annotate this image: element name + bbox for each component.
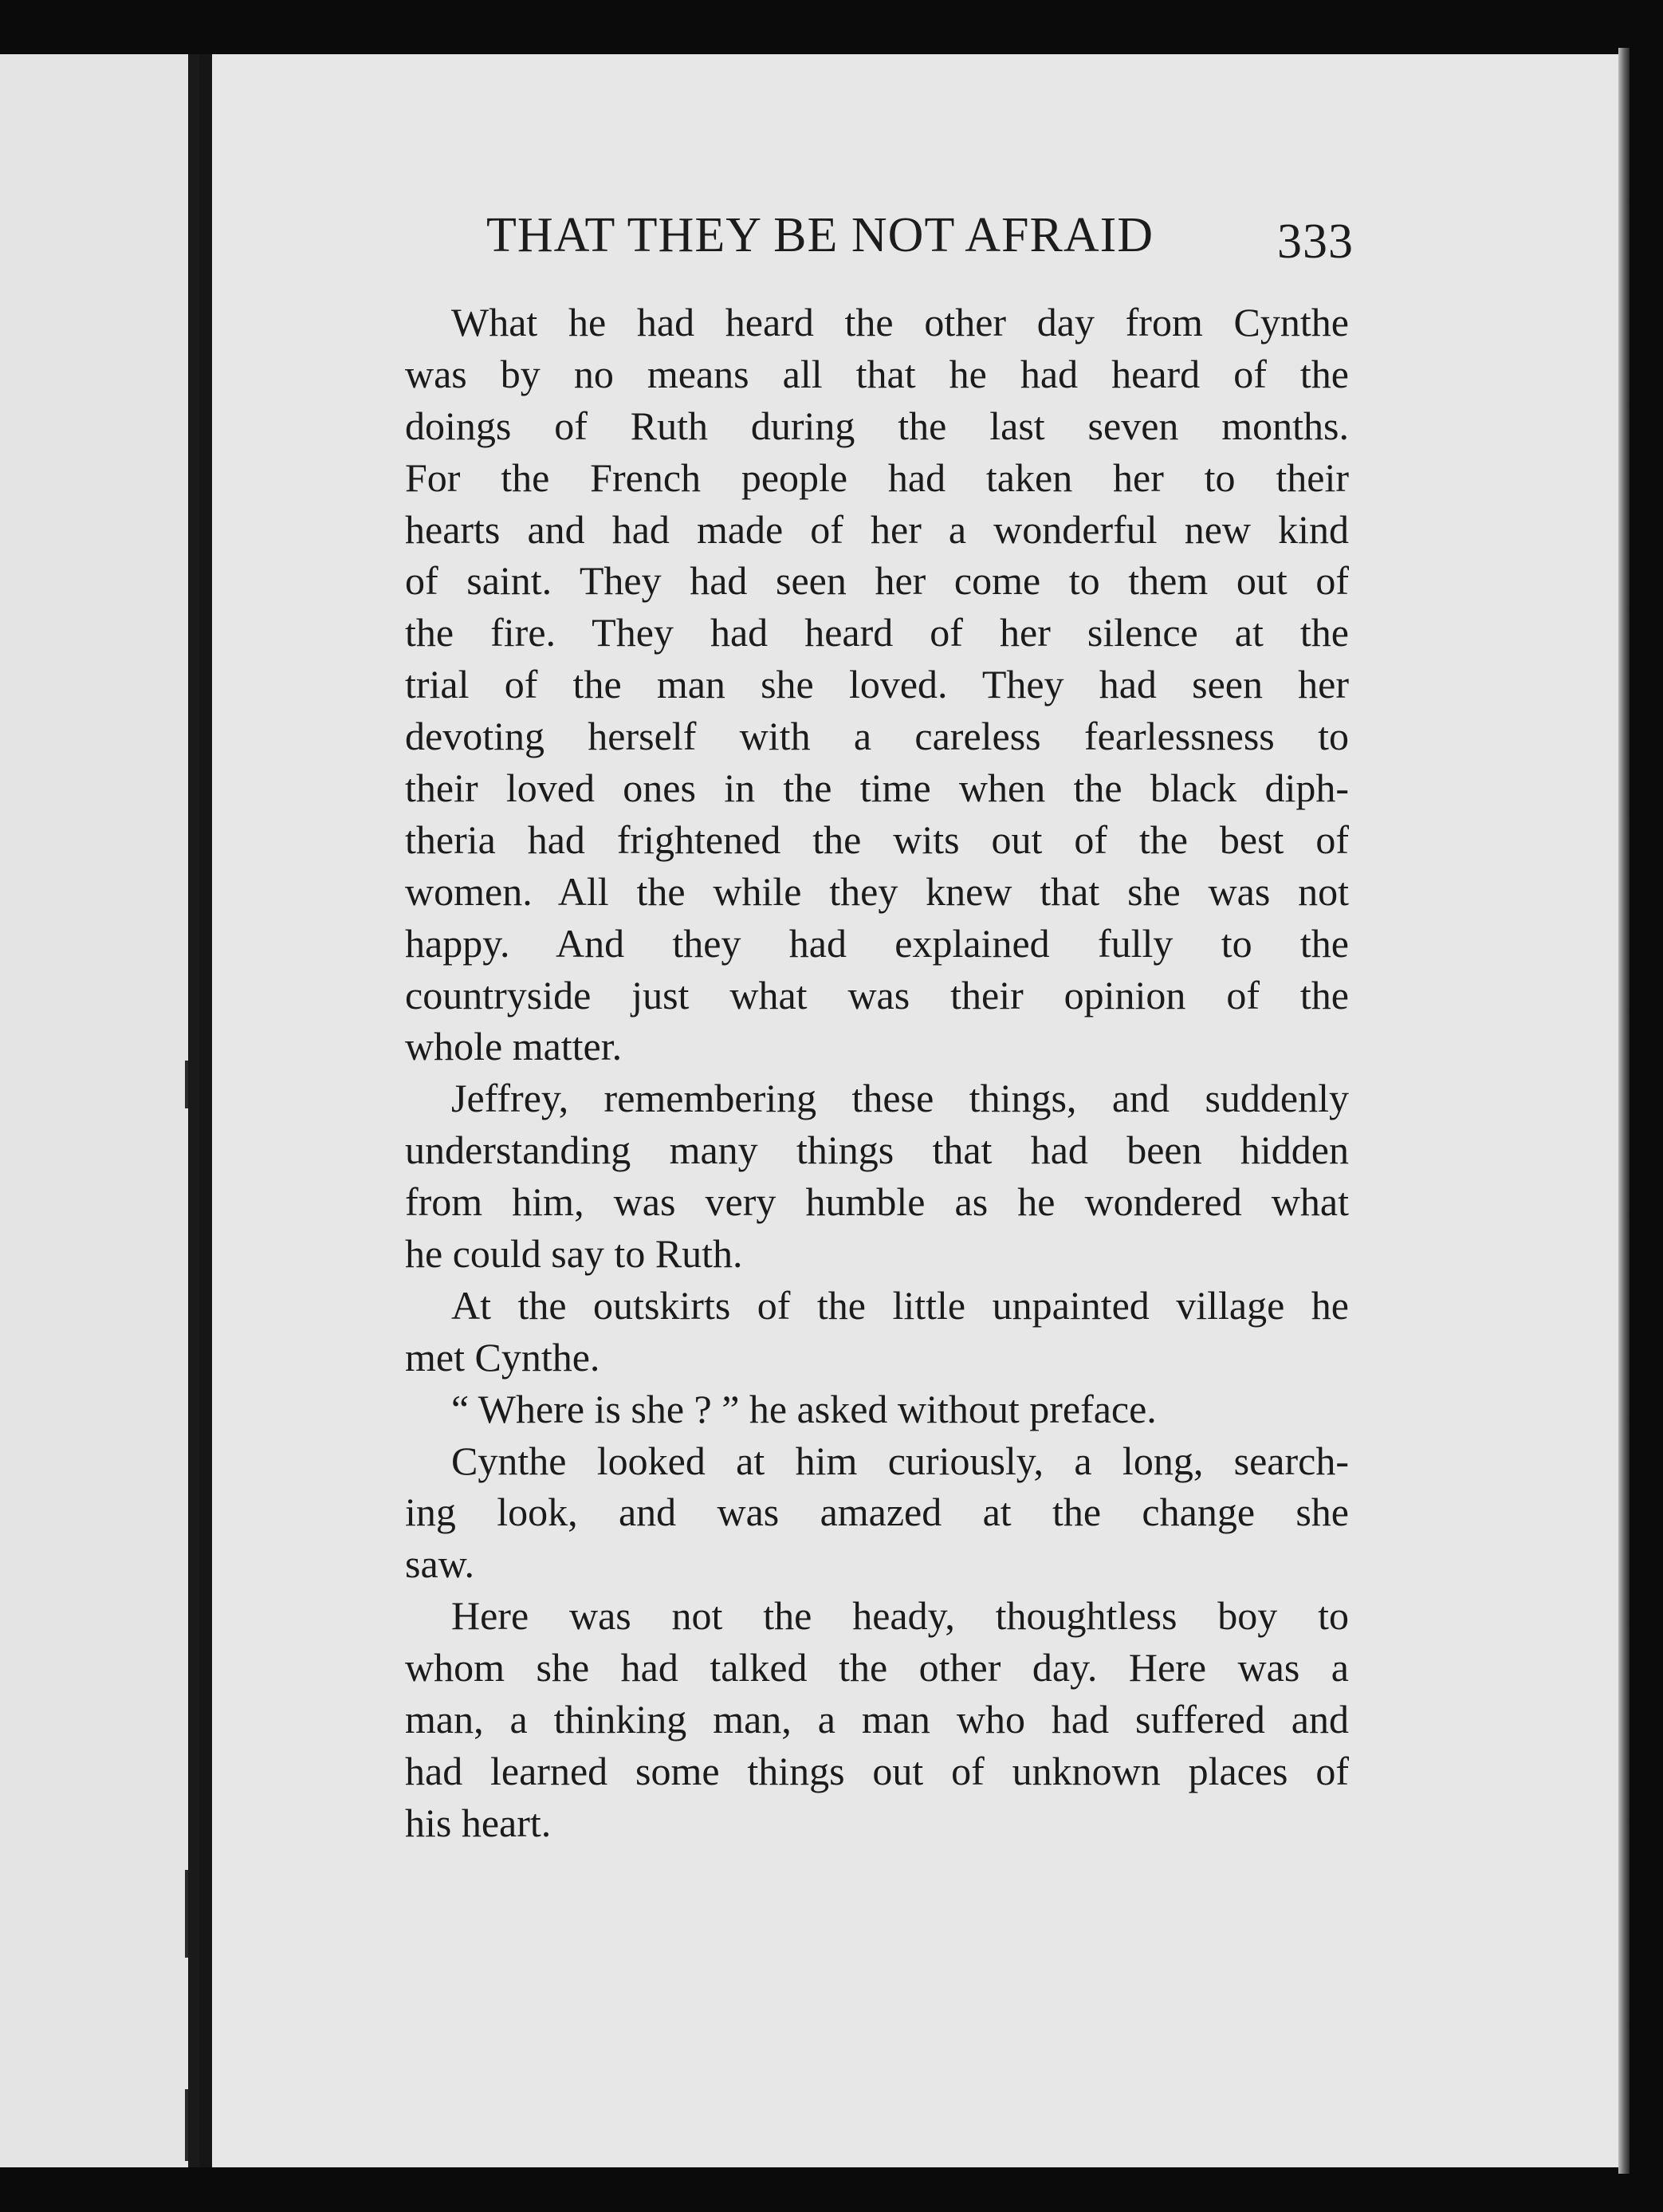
text-line: whom she had talked the other day. Here was a (405, 1645, 1349, 1690)
text-line: ing look, and was amazed at the change she (405, 1490, 1349, 1535)
text-line: countryside just what was their opinion of the (405, 972, 1349, 1017)
text-line: trial of the man she loved. They had seen her (405, 662, 1349, 707)
text-line: man, a thinking man, a man who had suffered and (405, 1697, 1349, 1742)
body-text (405, 297, 1349, 1849)
text-line: theria had frightened the wits out of the best of (405, 817, 1349, 862)
text-line: from him, was very humble as he wondered what (405, 1179, 1349, 1225)
page-header (486, 207, 1354, 271)
page-number: 333 (1277, 215, 1354, 269)
text-line: “ Where is she ? ” he asked without preface. (451, 1386, 1157, 1431)
running-title: THAT THEY BE NOT AFRAID (486, 208, 1154, 262)
page-edge-shadow (1618, 48, 1630, 2174)
text-line: doings of Ruth during the last seven months. (405, 403, 1349, 448)
text-line: of saint. They had seen her come to them out of (405, 558, 1349, 604)
text-line: happy. And they had explained fully to the (405, 920, 1349, 966)
text-line: At the outskirts of the little unpainted village he (451, 1282, 1349, 1328)
text-line: Jeffrey, remembering these things, and suddenly (451, 1076, 1349, 1121)
text-line: hearts and had made of her a wonderful new kind (405, 506, 1349, 552)
text-line: their loved ones in the time when the black diph- (405, 766, 1349, 811)
text-line: he could say to Ruth. (405, 1231, 743, 1277)
text-line: Cynthe looked at him curiously, a long, search- (451, 1438, 1349, 1483)
text-line: devoting herself with a careless fearlessness to (405, 714, 1349, 759)
text-line: understanding many things that had been hidden (405, 1128, 1349, 1173)
text-line: saw. (405, 1541, 475, 1587)
text-line: women. All the while they knew that she was not (405, 868, 1349, 914)
text-line: whole matter. (405, 1024, 623, 1069)
facing-page-edge (0, 54, 188, 2167)
text-line: Here was not the heady, thoughtless boy to (451, 1593, 1349, 1639)
text-line: his heart. (405, 1800, 552, 1845)
text-line: the fire. They had heard of her silence at the (405, 610, 1349, 655)
text-line: What he had heard the other day from Cynthe (451, 300, 1349, 344)
text-line: had learned some things out of unknown places of (405, 1748, 1349, 1793)
text-line: For the French people had taken her to their (405, 455, 1349, 500)
text-line: met Cynthe. (405, 1334, 600, 1380)
book-gutter (188, 54, 199, 2167)
text-line: was by no means all that he had heard of the (405, 351, 1349, 396)
